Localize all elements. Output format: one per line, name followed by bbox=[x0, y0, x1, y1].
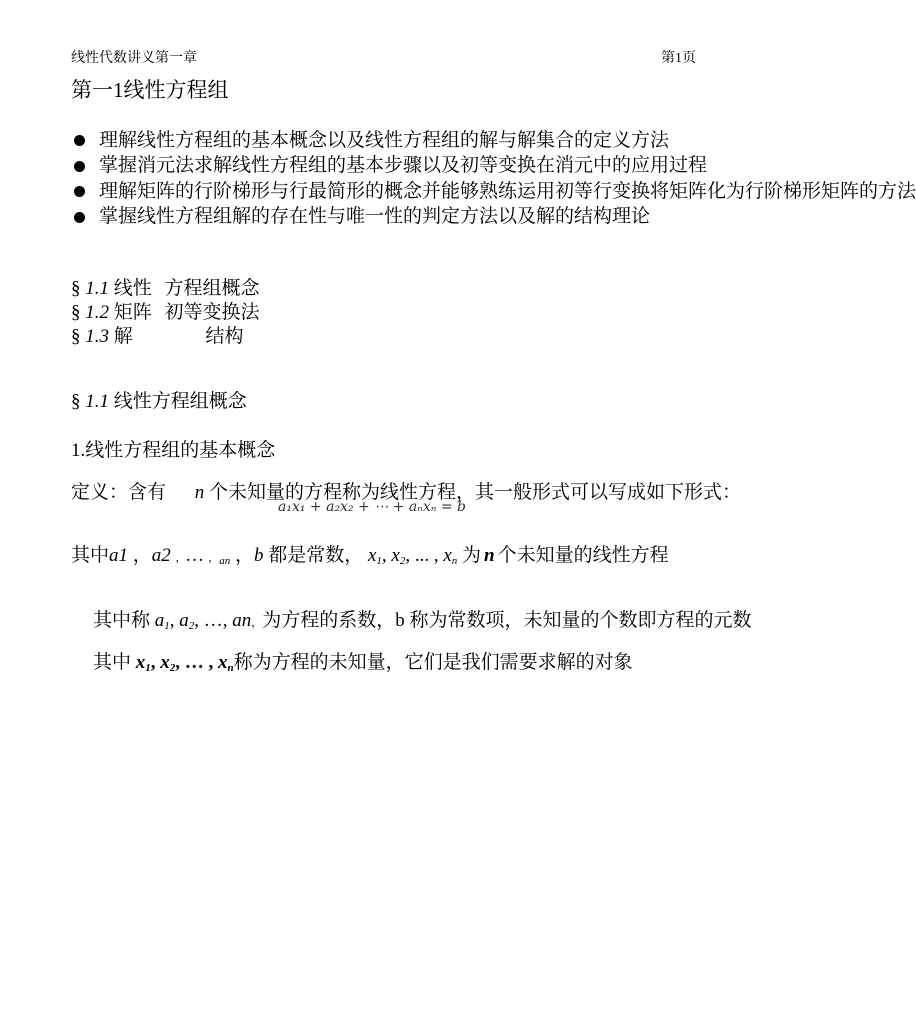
text: 为 bbox=[462, 545, 482, 566]
text: ， bbox=[175, 552, 187, 564]
coef-a1: a1 bbox=[109, 545, 129, 566]
text: ， bbox=[208, 552, 220, 564]
linear-equation-formula: a₁x₁ + a₂x₂ + ⋯ + aₙxₙ = b bbox=[278, 499, 467, 515]
toc-section-mark: § bbox=[71, 326, 81, 347]
text: 个未知量的线性方程 bbox=[497, 545, 669, 566]
text: 其中称 bbox=[93, 610, 151, 631]
toc-number: 1.2 bbox=[85, 302, 109, 323]
subscript: 2 bbox=[188, 620, 195, 632]
var-x1: x bbox=[367, 545, 377, 566]
coef-an: an bbox=[219, 555, 231, 567]
section-heading bbox=[71, 386, 247, 413]
text: 其中 bbox=[71, 545, 110, 566]
text: 称为方程的未知量，它们是我们需要求解的对象 bbox=[233, 652, 633, 673]
subscript: 1 bbox=[164, 620, 170, 632]
section-title: 线性方程组概念 bbox=[113, 391, 247, 412]
subscript: 2 bbox=[399, 555, 406, 567]
toc-label-b: 初等变换法 bbox=[164, 302, 260, 323]
text: 其中 bbox=[93, 652, 132, 673]
chapter-title: 第一1线性方程组 bbox=[71, 78, 229, 102]
list-item-text: 理解矩阵的行阶梯形与行最简形的概念并能够熟练运用初等行变换将矩阵化为行阶梯形矩阵的方法 bbox=[99, 180, 916, 202]
toc-entry[interactable] bbox=[71, 321, 244, 348]
list-item-text: 理解线性方程组的基本概念以及线性方程组的解与解集合的定义方法 bbox=[99, 129, 670, 151]
list-item-text: 掌握线性方程组解的存在性与唯一性的判定方法以及解的结构理论 bbox=[99, 206, 651, 228]
toc-section-mark: § bbox=[71, 278, 81, 299]
var-x1: x bbox=[135, 652, 146, 673]
coef-an: an bbox=[232, 610, 252, 631]
variable-n: n bbox=[484, 545, 495, 566]
subsection-heading: 1.线性方程组的基本概念 bbox=[71, 440, 276, 461]
var-xn: x bbox=[443, 545, 452, 566]
coef-a: a bbox=[179, 610, 189, 631]
toc-label-a: 矩阵 bbox=[113, 302, 152, 323]
bullet-icon bbox=[74, 186, 85, 197]
bullet-icon bbox=[74, 135, 85, 146]
toc-label-a: 解 bbox=[113, 326, 133, 347]
var-x2: x bbox=[391, 545, 400, 566]
subscript: 1 bbox=[145, 662, 151, 674]
var-x2: x bbox=[160, 652, 170, 673]
list-item bbox=[71, 179, 916, 205]
subscript: 1 bbox=[376, 555, 382, 567]
text: 为方程的系数， bbox=[262, 610, 396, 631]
toc-label-b: 结构 bbox=[205, 326, 244, 347]
text: , ... , bbox=[405, 545, 439, 566]
text: ， bbox=[251, 617, 263, 629]
explanation-line bbox=[71, 540, 669, 567]
definition-lead: 定义：含有 bbox=[71, 482, 167, 503]
var-xn: x bbox=[218, 652, 228, 673]
text: 称为常数项，未知量的个数即方程的元数 bbox=[409, 610, 752, 631]
text: ， bbox=[234, 545, 254, 566]
subscript: 2 bbox=[169, 662, 176, 674]
text: , …, bbox=[194, 610, 228, 631]
list-item bbox=[71, 205, 916, 231]
page-number: 第1页 bbox=[661, 51, 696, 66]
toc-entry[interactable] bbox=[71, 273, 260, 300]
section-mark: § bbox=[71, 391, 81, 412]
toc-label-b: 方程组概念 bbox=[164, 278, 260, 299]
list-item bbox=[71, 128, 916, 154]
explanation-line bbox=[93, 647, 633, 674]
coef-a: a bbox=[154, 610, 165, 631]
toc-section-mark: § bbox=[71, 302, 81, 323]
variable-n: n bbox=[194, 482, 205, 503]
list-item bbox=[71, 154, 916, 180]
running-header-left: 线性代数讲义第一章 bbox=[71, 51, 197, 66]
explanation-line bbox=[93, 605, 752, 632]
bullet-icon bbox=[74, 161, 85, 172]
text: , bbox=[150, 652, 156, 673]
subscript: n bbox=[451, 555, 458, 567]
text: ， bbox=[132, 545, 152, 566]
bullet-icon bbox=[74, 212, 85, 223]
constant-b: b bbox=[395, 610, 405, 631]
text: , bbox=[381, 545, 387, 566]
toc-label-a: 线性 bbox=[113, 278, 152, 299]
section-number: 1.1 bbox=[85, 391, 109, 412]
constant-b: b bbox=[253, 545, 264, 566]
toc-entry[interactable] bbox=[71, 297, 260, 324]
subscript: n bbox=[227, 662, 234, 674]
ellipsis: … bbox=[186, 545, 204, 566]
text: , bbox=[169, 610, 175, 631]
objectives-list bbox=[71, 128, 916, 230]
definition-text: 个未知量的方程称为线性方程，其一般形式可以写成如下形式： bbox=[209, 482, 742, 503]
toc-number: 1.1 bbox=[85, 278, 109, 299]
coef-a2: a2 bbox=[151, 545, 171, 566]
list-item-text: 掌握消元法求解线性方程组的基本步骤以及初等变换在消元中的应用过程 bbox=[99, 155, 708, 177]
toc-number: 1.3 bbox=[85, 326, 109, 347]
text: , … , bbox=[175, 652, 214, 673]
text: 都是常数， bbox=[268, 545, 364, 566]
